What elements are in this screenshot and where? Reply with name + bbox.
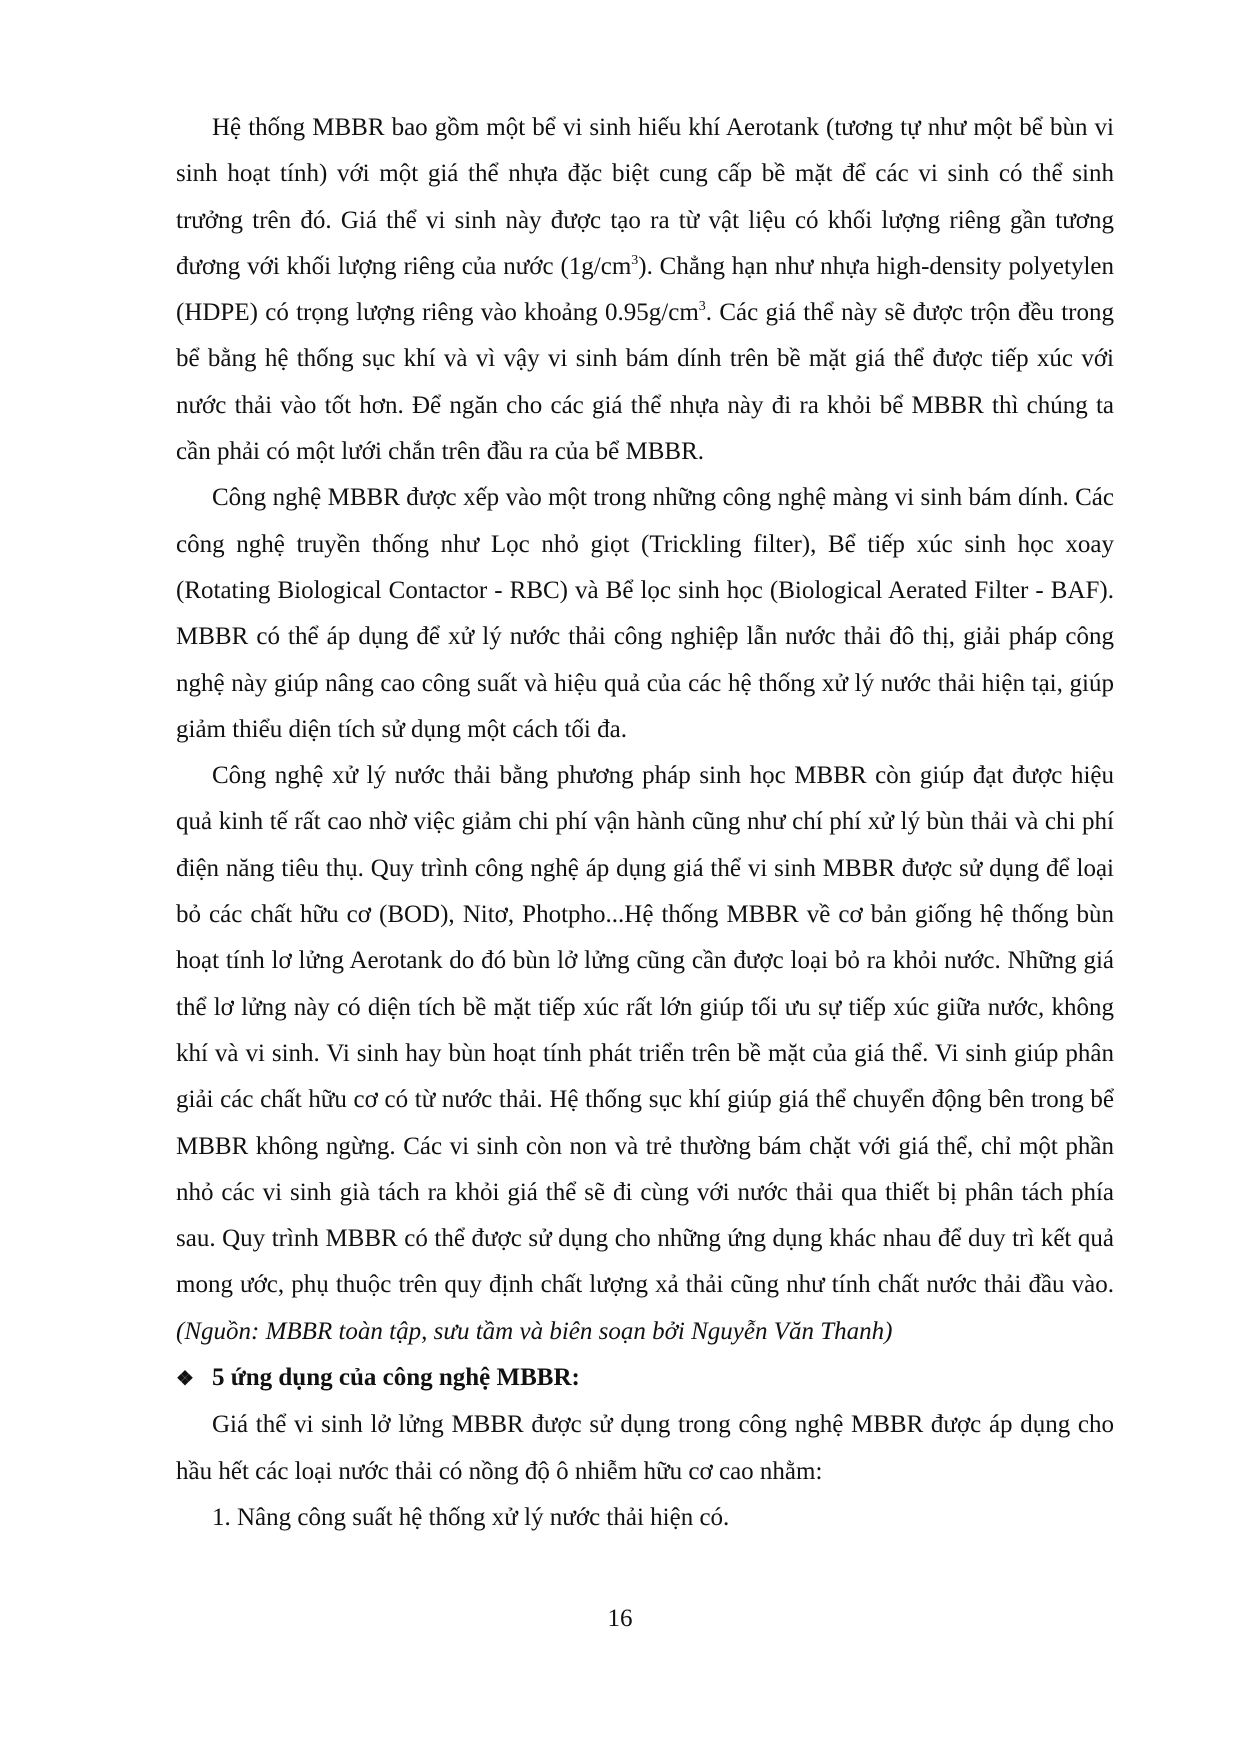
paragraph-mbbr-system — [176, 105, 1114, 475]
text-run: ). Chẳng hạn như nhựa high-density polyetylen (HDPE) có trọng lượng riêng vào khoảng 0.95g/cm — [176, 252, 1114, 327]
paragraph-mbbr-efficiency — [176, 753, 1114, 1355]
document-page — [176, 105, 1114, 1541]
text-run: Hệ thống MBBR bao gồm một bể vi sinh hiếu khí Aerotank (tương tự như một bể bùn vi sinh hoạt tính) với một giá thể nhựa đặc biệt cung cấp bề mặt để các vi sinh có thể sinh trưởng trên đó. Giá thể vi sinh này được tạo ra từ vật liệu có khối lượng riêng gần tương đương với khối lượng riêng của nước (1g/cm — [176, 114, 1114, 280]
superscript: 3 — [698, 299, 706, 315]
superscript: 3 — [631, 252, 639, 268]
source-citation: (Nguồn: MBBR toàn tập, sưu tầm và biên soạn bởi Nguyễn Văn Thanh) — [176, 1317, 893, 1345]
paragraph-mbbr-classification: Công nghệ MBBR được xếp vào một trong những công nghệ màng vi sinh bám dính. Các công nghệ truyền thống như Lọc nhỏ giọt (Trickling filter), Bể tiếp xúc sinh học xoay (Rotating Biological Contactor - RBC) và Bể lọc sinh học (Biological Aerated Filter - BAF). MBBR có thể áp dụng để xử lý nước thải công nghiệp lẫn nước thải đô thị, giải pháp công nghệ này giúp nâng cao công suất và hiệu quả của các hệ thống xử lý nước thải hiện tại, giúp giảm thiểu diện tích sử dụng một cách tối đa. — [176, 484, 1114, 743]
text-run: . Các giá thể này sẽ được trộn đều trong bể bằng hệ thống sục khí và vì vậy vi sinh bám dính trên bề mặt giá thể được tiếp xúc với nước thải vào tốt hơn. Để ngăn cho các giá thể nhựa này đi ra khỏi bể MBBR thì chúng ta cần phải có một lưới chắn trên đầu ra của bể MBBR. — [176, 299, 1114, 466]
list-item: 1. Nâng công suất hệ thống xử lý nước thải hiện có. — [212, 1503, 730, 1531]
heading-text: 5 ứng dụng của công nghệ MBBR: — [212, 1364, 580, 1392]
paragraph-applications-intro: Giá thể vi sinh lở lửng MBBR được sử dụng trong công nghệ MBBR được áp dụng cho hầu hết các loại nước thải có nồng độ ô nhiễm hữu cơ cao nhằm: — [176, 1411, 1114, 1485]
section-heading — [176, 1355, 1114, 1402]
page-number: 16 — [607, 1605, 633, 1632]
text-run: Công nghệ xử lý nước thải bằng phương pháp sinh học MBBR còn giúp đạt được hiệu quả kinh tế rất cao nhờ việc giảm chi phí vận hành cũng như chí phí xử lý bùn thải và chi phí điện năng tiêu thụ. Quy trình công nghệ áp dụng giá thể vi sinh MBBR được sử dụng để loại bỏ các chất hữu cơ (BOD), Nitơ, Photpho...Hệ thống MBBR về cơ bản giống hệ thống bùn hoạt tính lơ lửng Aerotank do đó bùn lở lửng cũng cần được loại bỏ ra khỏi nước. Những giá thể lơ lửng này có diện tích bề mặt tiếp xúc rất lớn giúp tối ưu sự tiếp xúc giữa nước, không khí và vi sinh. Vi sinh hay bùn hoạt tính phát triển trên bề mặt của giá thể. Vi sinh giúp phân giải các chất hữu cơ có từ nước thải. Hệ thống sục khí giúp giá thể chuyển động bên trong bể MBBR không ngừng. Các vi sinh còn non và trẻ thường bám chặt với giá thể, chỉ một phần nhỏ các vi sinh già tách ra khỏi giá thể sẽ đi cùng với nước thải qua thiết bị phân tách phía sau. Quy trình MBBR có thể được sử dụng cho những ứng dụng khác nhau để duy trì kết quả mong ước, phụ thuộc trên quy định chất lượng xả thải cũng như tính chất nước thải đầu vào. — [176, 762, 1114, 1299]
diamond-bullet-icon: ❖ — [176, 1368, 194, 1391]
